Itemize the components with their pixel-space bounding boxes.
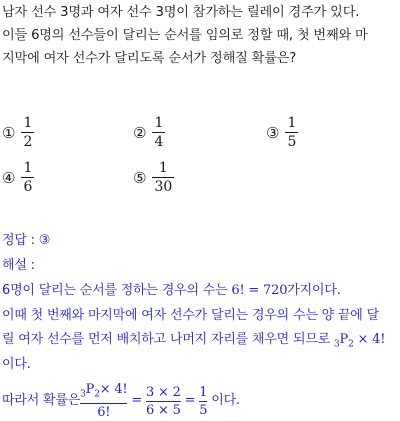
factorial-expression: 6! = 720	[231, 283, 288, 298]
solution-line-1-text-a: 6명이 달리는 순서를 정하는 경우의 수는	[2, 283, 232, 298]
choice-3[interactable]	[266, 115, 298, 150]
choice-5-fraction	[152, 160, 174, 195]
fraction-1-denominator: 6!	[97, 405, 111, 421]
solution-line-3-text: 릴 여자 선수를 먼저 배치하고 나머지 자리를 채우면 되므로	[2, 332, 334, 347]
choice-4-numerator: 1	[23, 160, 33, 176]
question-line-3: 지막에 여자 선수가 달리도록 순서가 정해질 확률은?	[2, 51, 297, 66]
perm-symbol: P	[339, 332, 349, 347]
question-line-1: 남자 선수 3명과 여자 선수 3명이 참가하는 릴레이 경주가 있다.	[2, 5, 360, 20]
choice-2[interactable]	[133, 115, 165, 150]
choice-1-numerator: 1	[23, 115, 33, 131]
perm-pre-sub: 3	[333, 339, 340, 350]
answer-line: 정답 : ③	[2, 233, 51, 248]
solution-line-2: 이때 첫 번째와 마지막에 여자 선수가 달리는 경우의 수는 양 끝에 달	[2, 308, 379, 323]
perm-rest: × 4!	[353, 332, 386, 347]
fraction-1-numerator	[80, 382, 127, 403]
fraction-2-numerator: 3 × 2	[146, 384, 181, 400]
solution-line-1-text-b: 가지이다.	[287, 283, 341, 298]
choice-2-denominator: 4	[154, 134, 164, 150]
choice-5[interactable]	[133, 160, 174, 195]
solution-line-5	[2, 381, 240, 421]
fraction-3-denominator: 5	[199, 402, 208, 418]
permutation-expression	[333, 332, 386, 350]
fraction-bar	[21, 132, 34, 133]
choice-4-denominator: 6	[23, 179, 33, 195]
choice-1-denominator: 2	[23, 134, 33, 150]
explanation-label: 해설 :	[2, 258, 35, 273]
fraction-bar	[285, 132, 298, 133]
solution-line-5-text-b: 이다.	[207, 393, 240, 408]
fraction-bar	[21, 177, 34, 178]
solution-line-3	[2, 330, 385, 355]
choice-3-fraction	[285, 115, 298, 150]
choice-2-numerator: 1	[154, 115, 164, 131]
solution-line-5-text-a: 따라서 확률은	[2, 393, 81, 408]
perm-sub: 2	[348, 339, 354, 350]
choice-2-fraction	[152, 115, 165, 150]
choice-3-numerator: 1	[287, 115, 297, 131]
equals-sign-1: =	[127, 393, 147, 408]
equals-sign-2: =	[180, 393, 200, 408]
choice-5-numerator: 1	[158, 160, 168, 176]
choice-2-marker: ②	[133, 123, 147, 142]
fraction-bar	[152, 177, 174, 178]
choice-3-marker: ③	[266, 123, 280, 142]
fraction-bar	[80, 403, 127, 404]
solution-line-4: 이다.	[2, 357, 31, 372]
probability-fraction-2	[146, 385, 181, 418]
fraction-bar	[146, 401, 181, 402]
choice-5-denominator: 30	[154, 179, 173, 195]
probability-fraction-3	[199, 385, 207, 418]
choice-4[interactable]	[2, 160, 34, 195]
choice-1-fraction	[21, 115, 34, 150]
choice-1-marker: ①	[2, 123, 16, 142]
choice-1[interactable]	[2, 115, 34, 150]
fraction-2-denominator: 6 × 5	[146, 402, 181, 418]
fraction-bar	[199, 401, 207, 402]
choice-4-marker: ④	[2, 168, 16, 187]
f1-perm-sub: 2	[94, 389, 100, 400]
choice-4-fraction	[21, 160, 34, 195]
f1-pre-sub: 3	[80, 389, 86, 400]
question-line-2: 이들 6명의 선수들이 달리는 순서를 임의로 정할 때, 첫 번째와 마	[2, 28, 368, 43]
probability-fraction-1	[80, 382, 127, 421]
f1-num-rest: × 4!	[99, 381, 128, 397]
f1-perm-symbol: P	[85, 381, 95, 397]
choice-5-marker: ⑤	[133, 168, 147, 187]
fraction-3-numerator: 1	[199, 384, 208, 400]
solution-line-1	[2, 281, 341, 301]
fraction-bar	[152, 132, 165, 133]
choice-3-denominator: 5	[287, 134, 297, 150]
